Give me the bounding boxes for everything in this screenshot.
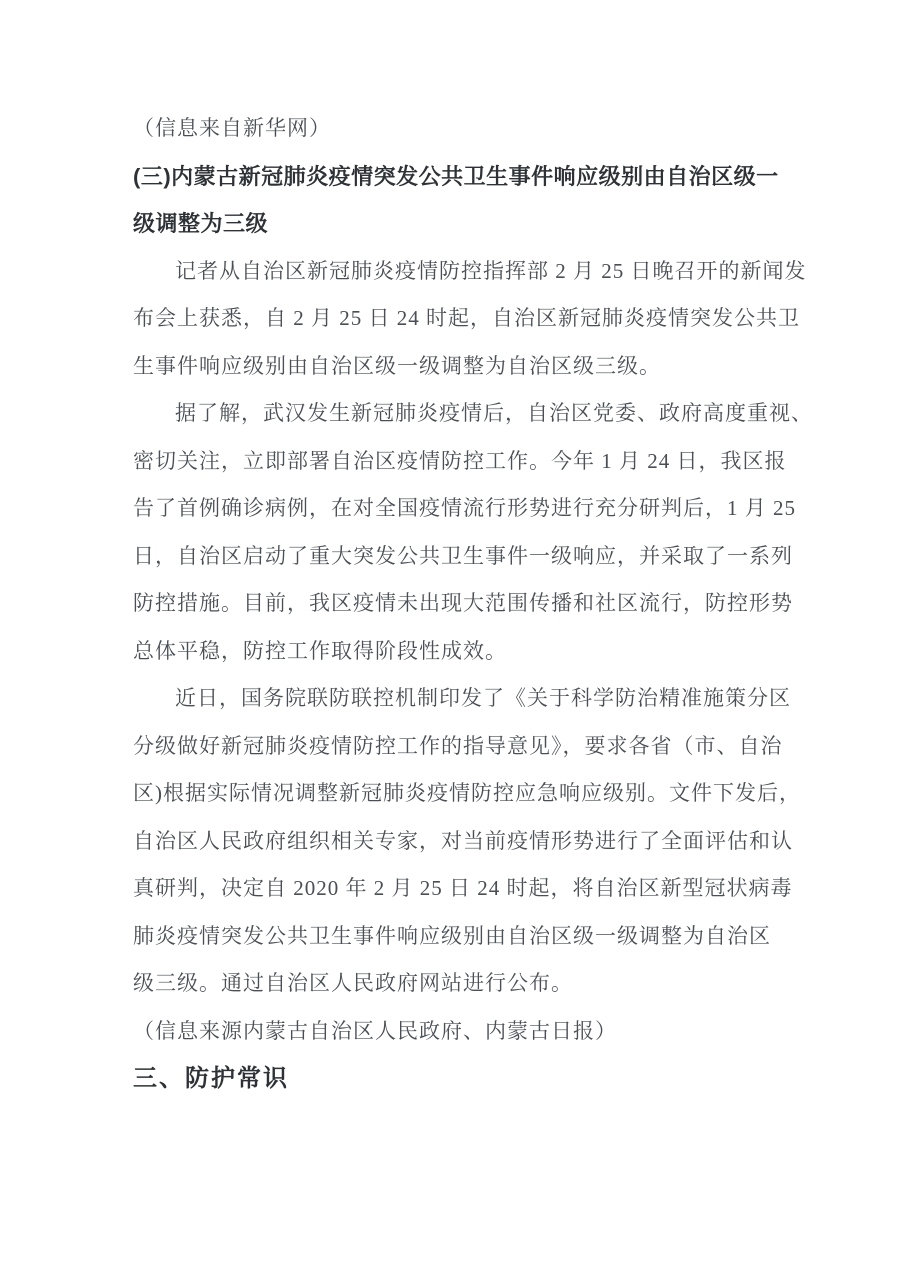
paragraph-1-line-2: 布会上获悉，自 2 月 25 日 24 时起，自治区新冠肺炎疫情突发公共卫	[133, 306, 800, 330]
paragraph-3-line-7: 级三级。通过自治区人民政府网站进行公布。	[133, 971, 573, 995]
source-note-bottom: （信息来源内蒙古自治区人民政府、内蒙古日报）	[133, 1018, 617, 1043]
next-section-heading: 三、防护常识	[133, 1065, 289, 1092]
paragraph-3-line-4: 自治区人民政府组织相关专家，对当前疫情形势进行了全面评估和认	[133, 828, 793, 853]
subsection-heading-line-2: 级调整为三级	[133, 211, 269, 236]
paragraph-2-line-5: 防控措施。目前，我区疫情未出现大范围传播和社区流行，防控形势	[133, 591, 793, 615]
paragraph-2-line-1: 据了解，武汉发生新冠肺炎疫情后，自治区党委、政府高度重视、	[175, 401, 813, 425]
paragraph-3-line-6: 肺炎疫情突发公共卫生事件响应级别由自治区级一级调整为自治区	[133, 923, 771, 948]
paragraph-3-line-2: 分级做好新冠肺炎疫情防控工作的指导意见》，要求各省（市、自治	[133, 733, 783, 758]
paragraph-3-line-3: 区)根据实际情况调整新冠肺炎疫情防控应急响应级别。文件下发后，	[133, 781, 801, 805]
paragraph-3-line-1: 近日，国务院联防联控机制印发了《关于科学防治精准施策分区	[175, 686, 791, 710]
paragraph-2-line-6: 总体平稳，防控工作取得阶段性成效。	[133, 638, 507, 663]
paragraph-2-line-2: 密切关注，立即部署自治区疫情防控工作。今年 1 月 24 日，我区报	[133, 448, 787, 473]
paragraph-1-line-1: 记者从自治区新冠肺炎疫情防控指挥部 2 月 25 日晚召开的新闻发	[175, 258, 807, 283]
document-content	[133, 105, 813, 1103]
source-note-top: （信息来自新华网）	[133, 116, 331, 140]
paragraph-2-line-3: 告了首例确诊病例，在对全国疫情流行形势进行充分研判后，1 月 25	[133, 496, 796, 520]
paragraph-3-line-5: 真研判，决定自 2020 年 2 月 25 日 24 时起，将自治区新型冠状病毒	[133, 876, 793, 900]
paragraph-1-line-3: 生事件响应级别由自治区级一级调整为自治区级三级。	[133, 353, 661, 378]
subsection-heading-line-1: (三)内蒙古新冠肺炎疫情突发公共卫生事件响应级别由自治区级一	[133, 163, 779, 189]
paragraph-2-line-4: 日，自治区启动了重大突发公共卫生事件一级响应，并采取了一系列	[133, 543, 793, 568]
